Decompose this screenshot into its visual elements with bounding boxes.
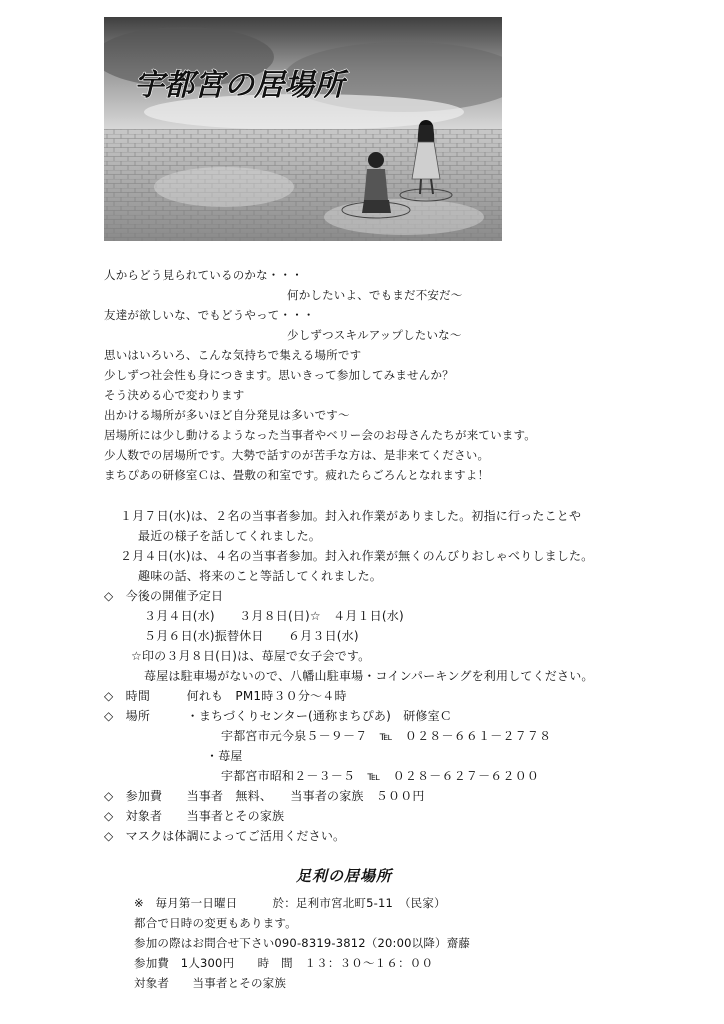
schedule-note-2: 苺屋は駐車場がないので、八幡山駐車場・コインパーキングを利用してください。	[144, 669, 594, 683]
intro-line-7: そう決める心で変わります	[104, 388, 245, 402]
report-line-1: １月７日(水)は、２名の当事者参加。封入れ作業がありました。初指に行ったことや	[120, 509, 582, 523]
ashikaga-line-4: 参加費 1人300円 時 間 １３：３０～１６：００	[134, 956, 434, 970]
intro-line-8: 出かける場所が多いほど自分発見は多いです～	[104, 408, 350, 422]
report-line-4: 趣味の話、将来のこと等話してくれました。	[138, 569, 383, 583]
schedule-dates-2: ５月６日(水)振替休日 ６月３日(水)	[144, 629, 359, 643]
place2-name: ・苺屋	[206, 749, 243, 763]
hero-title: 宇都宮の居場所	[134, 68, 344, 103]
intro-line-4: 少しずつスキルアップしたいな～	[287, 328, 462, 342]
intro-line-1: 人からどう見られているのかな・・・	[104, 268, 303, 282]
report-line-2: 最近の様子を話してくれました。	[138, 529, 322, 543]
intro-line-5: 思いはいろいろ、こんな気持ちで集える場所です	[104, 348, 362, 362]
report-line-3: ２月４日(水)は、４名の当事者参加。封入れ作業が無くのんびりおしゃべりしました。	[120, 549, 594, 563]
intro-line-11: まちぴあの研修室Ｃは、畳敷の和室です。疲れたらごろんとなれますよ！	[104, 468, 490, 482]
ashikaga-line-1: ※ 毎月第一日曜日 於：足利市宮北町5-11 （民家）	[134, 896, 446, 910]
time-row: ◇ 時間 何れも PM1時３０分～４時	[104, 689, 347, 703]
hero-scene	[104, 17, 502, 241]
fee-row: ◇ 参加費 当事者 無料、 当事者の家族 ５００円	[104, 789, 425, 803]
hero-illustration	[104, 17, 502, 241]
ashikaga-line-3: 参加の際はお問合せ下さい090-8319-3812（20:00以降）齋藤	[134, 936, 471, 950]
intro-line-3: 友達が欲しいな、でもどうやって・・・	[104, 308, 315, 322]
ashikaga-title: 足利の居場所	[296, 867, 393, 885]
place-row: ◇ 場所 ・まちづくりセンター(通称まちぴあ) 研修室Ｃ	[104, 709, 452, 723]
mask-row: ◇ マスクは体調によってご活用ください。	[104, 829, 346, 843]
intro-line-6: 少しずつ社会性も身につきます。思いきって参加してみませんか？	[104, 368, 454, 382]
schedule-heading: ◇ 今後の開催予定日	[104, 589, 224, 603]
intro-line-9: 居場所には少し動けるようなった当事者やベリー会のお母さんたちが来ています。	[104, 428, 536, 442]
place2-address: 宇都宮市昭和２－３－５ ℡ ０２８－６２７－６２００	[221, 769, 540, 783]
intro-line-10: 少人数での居場所です。大勢で話すのが苦手な方は、是非来てください。	[104, 448, 490, 462]
ashikaga-line-2: 都合で日時の変更もあります。	[134, 916, 297, 930]
ashikaga-line-5: 対象者 当事者とその家族	[134, 976, 287, 990]
schedule-dates-1: ３月４日(水) ３月８日(日)☆ ４月１日(水)	[144, 609, 404, 623]
schedule-note-1: ☆印の３月８日(日)は、苺屋で女子会です。	[131, 649, 371, 663]
place1-address: 宇都宮市元今泉５－９－７ ℡ ０２８－６６１－２７７８	[221, 729, 552, 743]
target-row: ◇ 対象者 当事者とその家族	[104, 809, 285, 823]
intro-line-2: 何かしたいよ、でもまだ不安だ～	[287, 288, 463, 302]
